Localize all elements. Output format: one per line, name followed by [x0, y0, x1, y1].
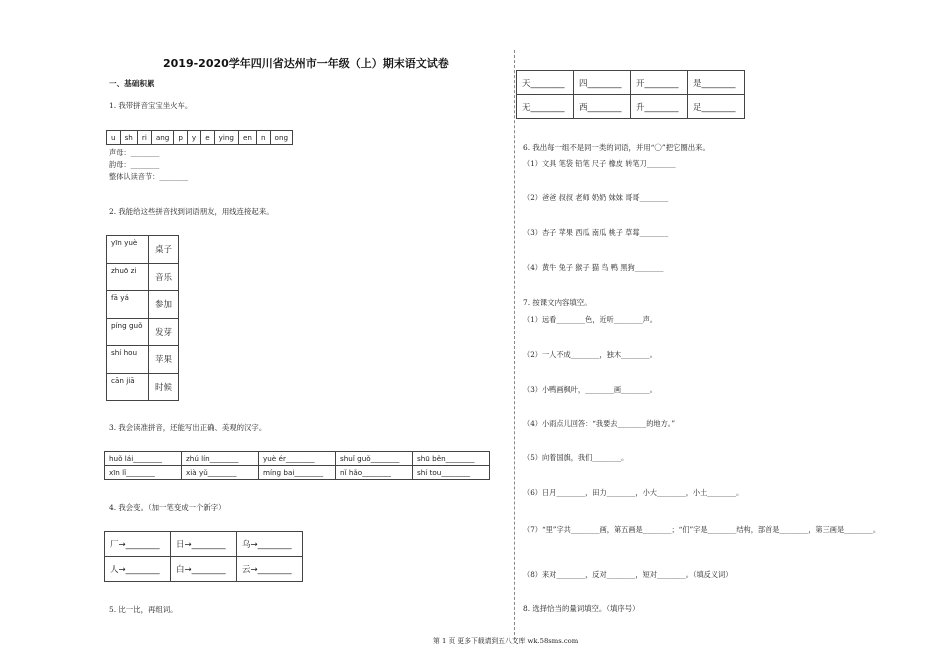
q7-item: （3）小鸭画枫叶，________画________。: [523, 385, 657, 394]
add-stroke-table: [104, 531, 303, 582]
pinyin-cell: en: [239, 131, 257, 145]
compare-row: [517, 71, 745, 95]
whole-syllables-line: 整体认读音节：________: [109, 172, 189, 181]
q7-item: （8）来对________，反对________，短对________。（填反义词）: [523, 570, 733, 579]
q6-item: （2）爸爸 叔叔 老师 奶奶 妹妹 哥哥________: [523, 193, 669, 202]
word-cell: 桌子: [149, 236, 179, 264]
section-heading: 一、基础积累: [109, 79, 155, 88]
pinyin-blank-cell: xīn lǐ________: [105, 466, 182, 480]
compare-cell: 升________: [631, 95, 688, 119]
match-row: [107, 373, 179, 401]
compare-cell: 无________: [517, 95, 574, 119]
q6-item: （3）杏子 苹果 西瓜 南瓜 桃子 草莓________: [523, 228, 669, 237]
pinyin-cell: p: [174, 131, 188, 145]
stroke-cell: 厂→________: [105, 532, 171, 557]
pinyin-cell: ang: [151, 131, 174, 145]
pinyin-cell: y: [187, 131, 200, 145]
pinyin-cell: fā yá: [107, 291, 149, 319]
compare-cell: 天________: [517, 71, 574, 95]
pinyin-blank-cell: huǒ lái________: [105, 452, 182, 466]
word-cell: 发芽: [149, 318, 179, 346]
match-row: [107, 263, 179, 291]
word-cell: 参加: [149, 291, 179, 319]
stroke-cell: 云→________: [237, 557, 303, 582]
word-cell: 苹果: [149, 346, 179, 374]
pinyin-cell: sh: [120, 131, 137, 145]
pinyin-blank-cell: shū běn________: [413, 452, 490, 466]
q7-item: （2）一人不成________，独木________。: [523, 350, 657, 359]
compare-cell: 是________: [688, 71, 745, 95]
pinyin-row: [105, 452, 490, 466]
word-cell: 音乐: [149, 263, 179, 291]
question-3-prompt: 3. 我会读准拼音，还能写出正确、美观的汉字。: [109, 423, 267, 432]
compare-cell: 足________: [688, 95, 745, 119]
matching-table: [106, 235, 179, 401]
question-2-prompt: 2. 我能给这些拼音找到词语朋友，用线连接起来。: [109, 207, 274, 216]
question-4-prompt: 4. 我会变。（加一笔变成一个新字）: [109, 503, 226, 512]
pinyin-row: [105, 466, 490, 480]
question-7-prompt: 7. 按课文内容填空。: [523, 298, 592, 307]
q6-item: （4）黄牛 兔子 猴子 猫 鸟 鸭 黑狗________: [523, 263, 664, 272]
q7-item: （5）向着国旗，我们________。: [523, 453, 629, 462]
pinyin-cell: zhuō zi: [107, 263, 149, 291]
stroke-row: [105, 557, 303, 582]
pinyin-cell: ying: [214, 131, 238, 145]
pinyin-blank-cell: yuè ér________: [259, 452, 336, 466]
page-footer: 第 1 页 更多下载请到五八文库 wk.58sms.com: [433, 637, 579, 645]
pinyin-cell: u: [107, 131, 121, 145]
q7-item: （1）远看________色，近听________声。: [523, 315, 657, 324]
pinyin-writing-table: [104, 451, 490, 480]
pinyin-blank-cell: míng bai________: [259, 466, 336, 480]
match-row: [107, 318, 179, 346]
finals-line: 韵母：________: [109, 160, 160, 169]
compare-cell: 四________: [574, 71, 631, 95]
pinyin-blank-cell: shuǐ guǒ________: [336, 452, 413, 466]
question-5-prompt: 5. 比一比，再组词。: [109, 605, 178, 614]
compare-words-table: [516, 70, 745, 119]
pinyin-cell: shí hou: [107, 346, 149, 374]
match-row: [107, 236, 179, 264]
question-8-prompt: 8. 选择恰当的量词填空。（填序号）: [523, 604, 640, 613]
pinyin-blank-cell: nǐ hǎo________: [336, 466, 413, 480]
stroke-cell: 人→________: [105, 557, 171, 582]
compare-cell: 开________: [631, 71, 688, 95]
word-cell: 时候: [149, 373, 179, 401]
q7-item: （6）日月________，田力________，小大________，小土________。: [523, 488, 744, 497]
pinyin-cell: píng guǒ: [107, 318, 149, 346]
pinyin-blank-cell: zhú lín________: [182, 452, 259, 466]
match-row: [107, 346, 179, 374]
compare-row: [517, 95, 745, 119]
pinyin-cell: ri: [137, 131, 151, 145]
column-divider: [514, 50, 515, 640]
q7-item: （7）“里”字共________画，第五画是________；“们”字是________结构，部首是________，第三画是________。: [523, 525, 881, 534]
stroke-cell: 日→________: [171, 532, 237, 557]
pinyin-cell: ong: [270, 131, 293, 145]
stroke-cell: 乌→________: [237, 532, 303, 557]
pinyin-cell: n: [256, 131, 270, 145]
question-1-prompt: 1. 我带拼音宝宝坐火车。: [109, 101, 193, 110]
page-title: 2019-2020学年四川省达州市一年级（上）期末语文试卷: [163, 57, 449, 70]
pinyin-train-table: [106, 130, 293, 145]
pinyin-cell: cān jiā: [107, 373, 149, 401]
stroke-row: [105, 532, 303, 557]
q7-item: （4）小雨点儿回答：“我要去________的地方。”: [523, 419, 676, 428]
pinyin-cell: yīn yuè: [107, 236, 149, 264]
stroke-cell: 白→________: [171, 557, 237, 582]
question-6-prompt: 6. 我出每一组不是同一类的词语，并用“〇”把它圈出来。: [523, 143, 710, 152]
q6-item: （1）文具 笔袋 铅笔 尺子 橡皮 转笔刀________: [523, 159, 676, 168]
pinyin-blank-cell: shí tou________: [413, 466, 490, 480]
pinyin-cell: e: [201, 131, 214, 145]
match-row: [107, 291, 179, 319]
compare-cell: 西________: [574, 95, 631, 119]
initials-line: 声母：________: [109, 148, 160, 157]
pinyin-blank-cell: xià yǔ________: [182, 466, 259, 480]
